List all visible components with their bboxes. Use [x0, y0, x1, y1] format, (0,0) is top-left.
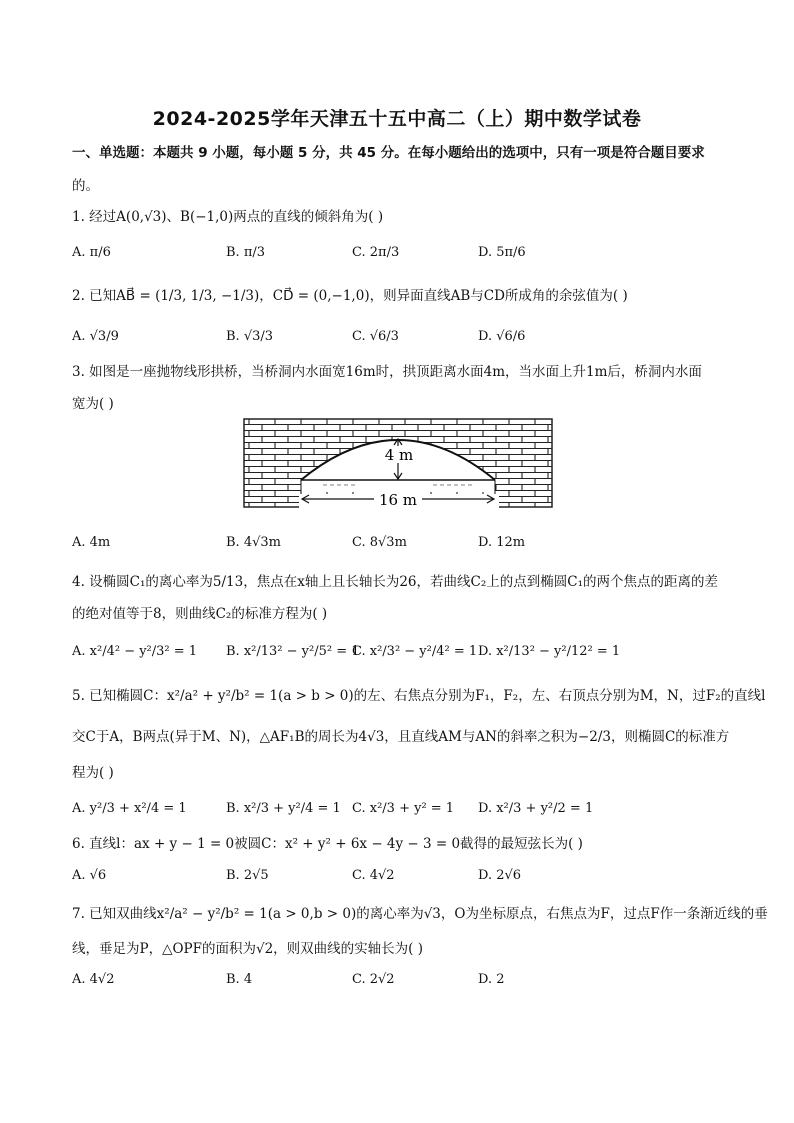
question-4-option-a: A. x²/4² − y²/3² = 1 — [72, 644, 198, 659]
question-3-option-b: B. 4√3m — [226, 535, 281, 550]
question-4-option-d: D. x²/13² − y²/12² = 1 — [478, 644, 621, 659]
question-1-option-c: C. 2π/3 — [352, 245, 400, 260]
question-3-option-d: D. 12m — [478, 535, 526, 550]
question-3-option-c: C. 8√3m — [352, 535, 407, 550]
question-2-option-a: A. √3/9 — [72, 329, 119, 344]
section-heading-line1: 一、单选题：本题共 9 小题，每小题 5 分，共 45 分。在每小题给出的选项中，只有一项是符合题目要求 — [72, 145, 705, 161]
width-label: 16 m — [378, 491, 418, 508]
question-5-text-line1: 5. 已知椭圆C：x²/a² + y²/b² = 1(a > b > 0)的左、右焦点分别为F₁，F₂，左、右顶点分别为M，N，过F₂的直线l — [72, 688, 766, 704]
question-7-option-c: C. 2√2 — [352, 972, 395, 987]
question-5-text-line3: 程为( ) — [72, 765, 114, 781]
question-4-option-c: C. x²/3² − y²/4² = 1 — [352, 644, 478, 659]
question-6-text: 6. 直线l：ax + y − 1 = 0被圆C：x² + y² + 6x − 4y − 3 = 0截得的最短弦长为( ) — [72, 836, 583, 852]
question-7-option-d: D. 2 — [478, 972, 505, 987]
question-5-option-c: C. x²/3 + y² = 1 — [352, 801, 455, 816]
exam-title: 2024-2025学年天津五十五中高二（上）期中数学试卷 — [152, 108, 642, 130]
question-6-option-d: D. 2√6 — [478, 868, 522, 883]
question-1-text: 1. 经过A(0,√3)、B(−1,0)两点的直线的倾斜角为( ) — [72, 209, 384, 225]
question-3-text-line2: 宽为( ) — [72, 396, 114, 412]
question-3-option-a: A. 4m — [72, 535, 111, 550]
question-1-option-d: D. 5π/6 — [478, 245, 526, 260]
question-4-text-line2: 的绝对值等于8，则曲线C₂的标准方程为( ) — [72, 606, 328, 622]
question-6-option-c: C. 4√2 — [352, 868, 395, 883]
question-2-option-b: B. √3/3 — [226, 329, 274, 344]
question-1-option-a: A. π/6 — [72, 245, 111, 260]
question-7-text-line1: 7. 已知双曲线x²/a² − y²/b² = 1(a > 0,b > 0)的离心率为√3，O为坐标原点，右焦点为F，过点F作一条渐近线的垂 — [72, 906, 768, 922]
question-3-text-line1: 3. 如图是一座抛物线形拱桥，当桥洞内水面宽16m时，拱顶距离水面4m，当水面上升1m后，桥洞内水面 — [72, 364, 702, 380]
question-5-option-d: D. x²/3 + y²/2 = 1 — [478, 801, 594, 816]
question-5-text-line2: 交C于A，B两点(异于M、N)，△AF₁B的周长为4√3，且直线AM与AN的斜率之积为−2/3，则椭圆C的标准方 — [72, 729, 730, 745]
height-label: 4 m — [384, 446, 414, 464]
question-2-option-d: D. √6/6 — [478, 329, 526, 344]
question-5-option-b: B. x²/3 + y²/4 = 1 — [226, 801, 341, 816]
question-2-text: 2. 已知AB⃗ = (1/3, 1/3, −1/3)，CD⃗ = (0,−1,0)，则异面直线AB与CD所成角的余弦值为( ) — [72, 288, 628, 304]
question-5-option-a: A. y²/3 + x²/4 = 1 — [72, 801, 187, 816]
arch-bridge-figure — [243, 418, 553, 508]
question-4-option-b: B. x²/13² − y²/5² = 1 — [226, 644, 360, 659]
question-4-text-line1: 4. 设椭圆C₁的离心率为5/13，焦点在x轴上且长轴长为26，若曲线C₂上的点到椭圆C₁的两个焦点的距离的差 — [72, 574, 719, 590]
question-1-option-b: B. π/3 — [226, 245, 266, 260]
question-7-option-b: B. 4 — [226, 972, 253, 987]
question-2-option-c: C. √6/3 — [352, 329, 399, 344]
question-7-text-line2: 线，垂足为P，△OPF的面积为√2，则双曲线的实轴长为( ) — [72, 941, 423, 957]
question-6-option-b: B. 2√5 — [226, 868, 269, 883]
question-7-option-a: A. 4√2 — [72, 972, 115, 987]
section-heading-line2: 的。 — [72, 178, 99, 194]
question-6-option-a: A. √6 — [72, 868, 107, 883]
